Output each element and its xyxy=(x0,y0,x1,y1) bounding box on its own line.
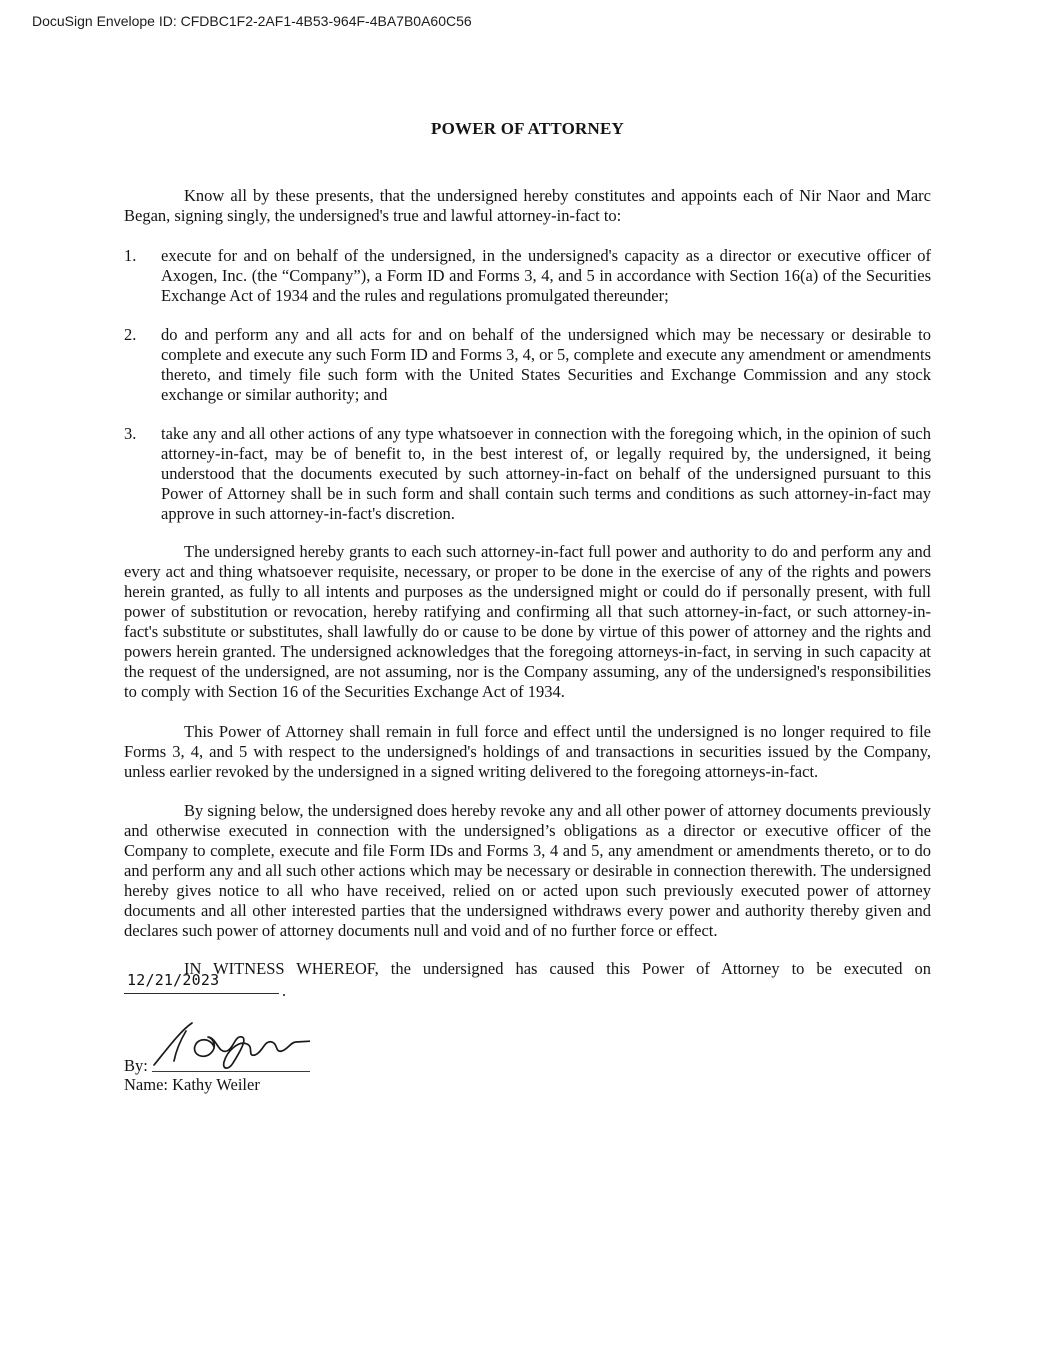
signer-name-line xyxy=(124,1075,260,1095)
list-item-number: 1. xyxy=(124,246,137,265)
docusign-envelope-id: DocuSign Envelope ID: CFDBC1F2-2AF1-4B53-964F-4BA7B0A60C56 xyxy=(32,13,472,29)
date-line-period: . xyxy=(282,981,287,1000)
list-item-number: 2. xyxy=(124,325,137,344)
name-value: Kathy Weiler xyxy=(172,1075,260,1094)
page-title: POWER OF ATTORNEY xyxy=(431,119,624,138)
execution-date-stamp: 12/21/2023 xyxy=(127,971,220,989)
by-label: By: xyxy=(124,1056,148,1075)
list-item xyxy=(124,424,931,524)
grants-paragraph: The undersigned hereby grants to each such attorney-in-fact full power and authority to do and perform any and every act and thing whatsoever requisite, necessary, or proper to be done in the exercise of any of the rights and powers herein granted, as fully to all intents and purposes as the undersigned might or could do if personally present, with full power of substitution or revocation, hereby ratifying and confirming all that such attorney-in-fact, or such attorney-in-fact's substitute or substitutes, shall lawfully do or cause to be done by virtue of this power of attorney and the rights and powers herein granted. The undersigned acknowledges that the foregoing attorneys-in-fact, in serving in such capacity at the request of the undersigned, are not assuming, nor is the Company assuming, any of the undersigned's responsibilities to comply with Section 16 of the Securities Exchange Act of 1934. xyxy=(124,542,931,701)
name-label: Name: xyxy=(124,1075,168,1094)
list-item xyxy=(124,325,931,405)
list-item xyxy=(124,246,931,306)
intro-paragraph: Know all by these presents, that the undersigned hereby constitutes and appoints each of Nir Naor and Marc Began, signing singly, the undersigned's true and lawful attorney-in-fact to: xyxy=(124,186,931,225)
revocation-paragraph: By signing below, the undersigned does hereby revoke any and all other power of attorney documents previously and otherwise executed in connection with the undersigned’s obligations as a director or executive officer of the Company to complete, execute and file Form IDs and Forms 3, 4 and 5, any amendment or amendments thereto, or to do and perform any and all such other actions which may be necessary or desirable in connection therewith. The undersigned hereby gives notice to all who have received, relied on or acted upon such previously executed power of attorney documents and all other interested parties that the undersigned withdraws every power and authority thereby given and declares such power of attorney documents null and void and of no further force or effect. xyxy=(124,801,931,940)
witness-clause: IN WITNESS WHEREOF, the undersigned has caused this Power of Attorney to be executed on xyxy=(184,959,931,978)
by-signature-underline xyxy=(152,1055,310,1072)
list-item-text: take any and all other actions of any type whatsoever in connection with the foregoing which, in the opinion of such attorney-in-fact, may be of benefit to, in the best interest of, or legally required by, the undersigned, it being understood that the documents executed by such attorney-in-fact on behalf of the undersigned pursuant to this Power of Attorney shall be in such form and shall contain such terms and conditions as such attorney-in-fact may approve in such attorney-in-fact's discretion. xyxy=(161,424,931,523)
list-item-text: do and perform any and all acts for and on behalf of the undersigned which may be necessary or desirable to complete and execute any such Form ID and Forms 3, 4, or 5, complete and execute any amendment or amendments thereto, and timely file such form with the United States Securities and Exchange Commission and any stock exchange or similar authority; and xyxy=(161,325,931,404)
list-item-text: execute for and on behalf of the undersigned, in the undersigned's capacity as a director or executive officer of Axogen, Inc. (the “Company”), a Form ID and Forms 3, 4, and 5 in accordance with Section 16(a) of the Securities Exchange Act of 1934 and the rules and regulations promulgated thereunder; xyxy=(161,246,931,305)
list-item-number: 3. xyxy=(124,424,137,443)
duration-paragraph: This Power of Attorney shall remain in full force and effect until the undersigned is no longer required to file Forms 3, 4, and 5 with respect to the undersigned's holdings of and transactions in securities issued by the Company, unless earlier revoked by the undersigned in a signed writing delivered to the foregoing attorneys-in-fact. xyxy=(124,722,931,781)
